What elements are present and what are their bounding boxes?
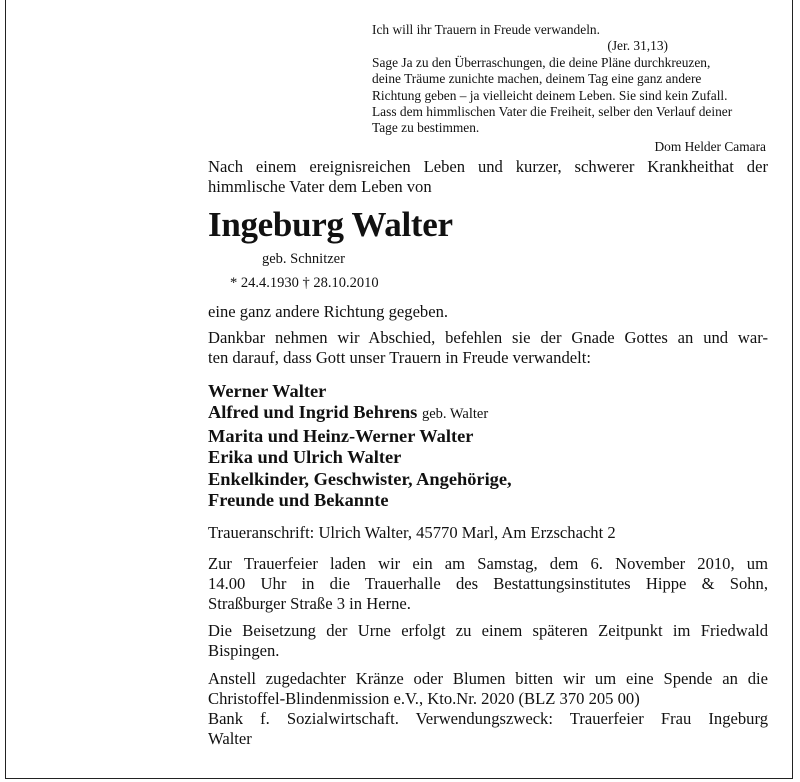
after-name-text: eine ganz andere Richtung gegeben. <box>208 302 449 321</box>
urn-line: Die Beisetzung der Urne erfolgt zu einem späteren Zeitpunkt im Friedwald <box>208 621 768 640</box>
mourner-birth-name: geb. Walter <box>421 406 489 423</box>
donation-line: Bank f. Sozialwirtschaft. Verwendungszweck: Trauerfeier Frau Ingeburg <box>208 709 768 728</box>
mourner-entry: Werner Walter <box>208 381 327 401</box>
mourner-entry: Freunde und Bekannte <box>208 490 389 511</box>
quote-author: Dom Helder Camara <box>654 138 766 154</box>
thanks-line: ten darauf, dass Gott unser Trauern in Freude verwandelt: <box>208 348 591 367</box>
bible-quote-block <box>372 22 766 155</box>
intro-line: Nach einem ereignisreichen Leben und kurzer, schwerer Krankheithat der <box>208 157 768 176</box>
bible-verse: Ich will ihr Trauern in Freude verwandeln. <box>372 22 600 37</box>
condolence-address: Traueranschrift: Ulrich Walter, 45770 Marl, Am Erzschacht 2 <box>208 523 616 542</box>
birth-name: geb. Schnitzer <box>262 251 345 267</box>
quote-line: Tage zu bestimmen. <box>372 120 480 136</box>
quote-line: Richtung geben – ja vielleicht deinem Leben. Sie sind kein Zufall. <box>372 87 728 103</box>
ceremony-line: Zur Trauerfeier laden wir ein am Samstag, dem 6. November 2010, um <box>208 554 768 573</box>
urn-paragraph <box>208 621 768 661</box>
mourners-list <box>208 381 512 511</box>
donation-line: Anstell zugedachter Kränze oder Blumen bitten wir um eine Spende an die <box>208 669 768 688</box>
urn-line: Bispingen. <box>208 641 280 660</box>
ceremony-line: Straßburger Straße 3 in Herne. <box>208 594 411 613</box>
intro-line: himmlische Vater dem Leben von <box>208 177 432 196</box>
thanks-paragraph <box>208 328 768 368</box>
ceremony-paragraph <box>208 554 768 614</box>
donation-line: Christoffel-Blindenmission e.V., Kto.Nr. 2020 (BLZ 370 205 00) <box>208 689 640 708</box>
bible-reference: (Jer. 31,13) <box>607 38 668 54</box>
donation-paragraph <box>208 669 768 749</box>
thanks-line: Dankbar nehmen wir Abschied, befehlen sie der Gnade Gottes an und war- <box>208 328 768 347</box>
mourner-entry: Enkelkinder, Geschwister, Angehörige, <box>208 468 512 489</box>
quote-line: deine Träume zunichte machen, deinem Tag eine ganz andere <box>372 71 702 87</box>
deceased-name: Ingeburg Walter <box>208 205 453 244</box>
intro-paragraph <box>208 157 768 197</box>
life-dates: * 24.4.1930 † 28.10.2010 <box>230 275 379 291</box>
quote-line: Lass dem himmlischen Vater die Freiheit, selber den Verlauf deiner <box>372 104 733 120</box>
mourner-entry: Erika und Ulrich Walter <box>208 447 402 468</box>
mourner-entry: Alfred und Ingrid Behrens geb. Walter <box>208 402 489 423</box>
donation-line: Walter <box>208 729 252 748</box>
mourner-entry: Marita und Heinz-Werner Walter <box>208 425 474 446</box>
ceremony-line: 14.00 Uhr in die Trauerhalle des Bestattungsinstitutes Hippe & Sohn, <box>208 574 768 593</box>
quote-line: Sage Ja zu den Überraschungen, die deine Pläne durchkreuzen, <box>372 54 711 70</box>
